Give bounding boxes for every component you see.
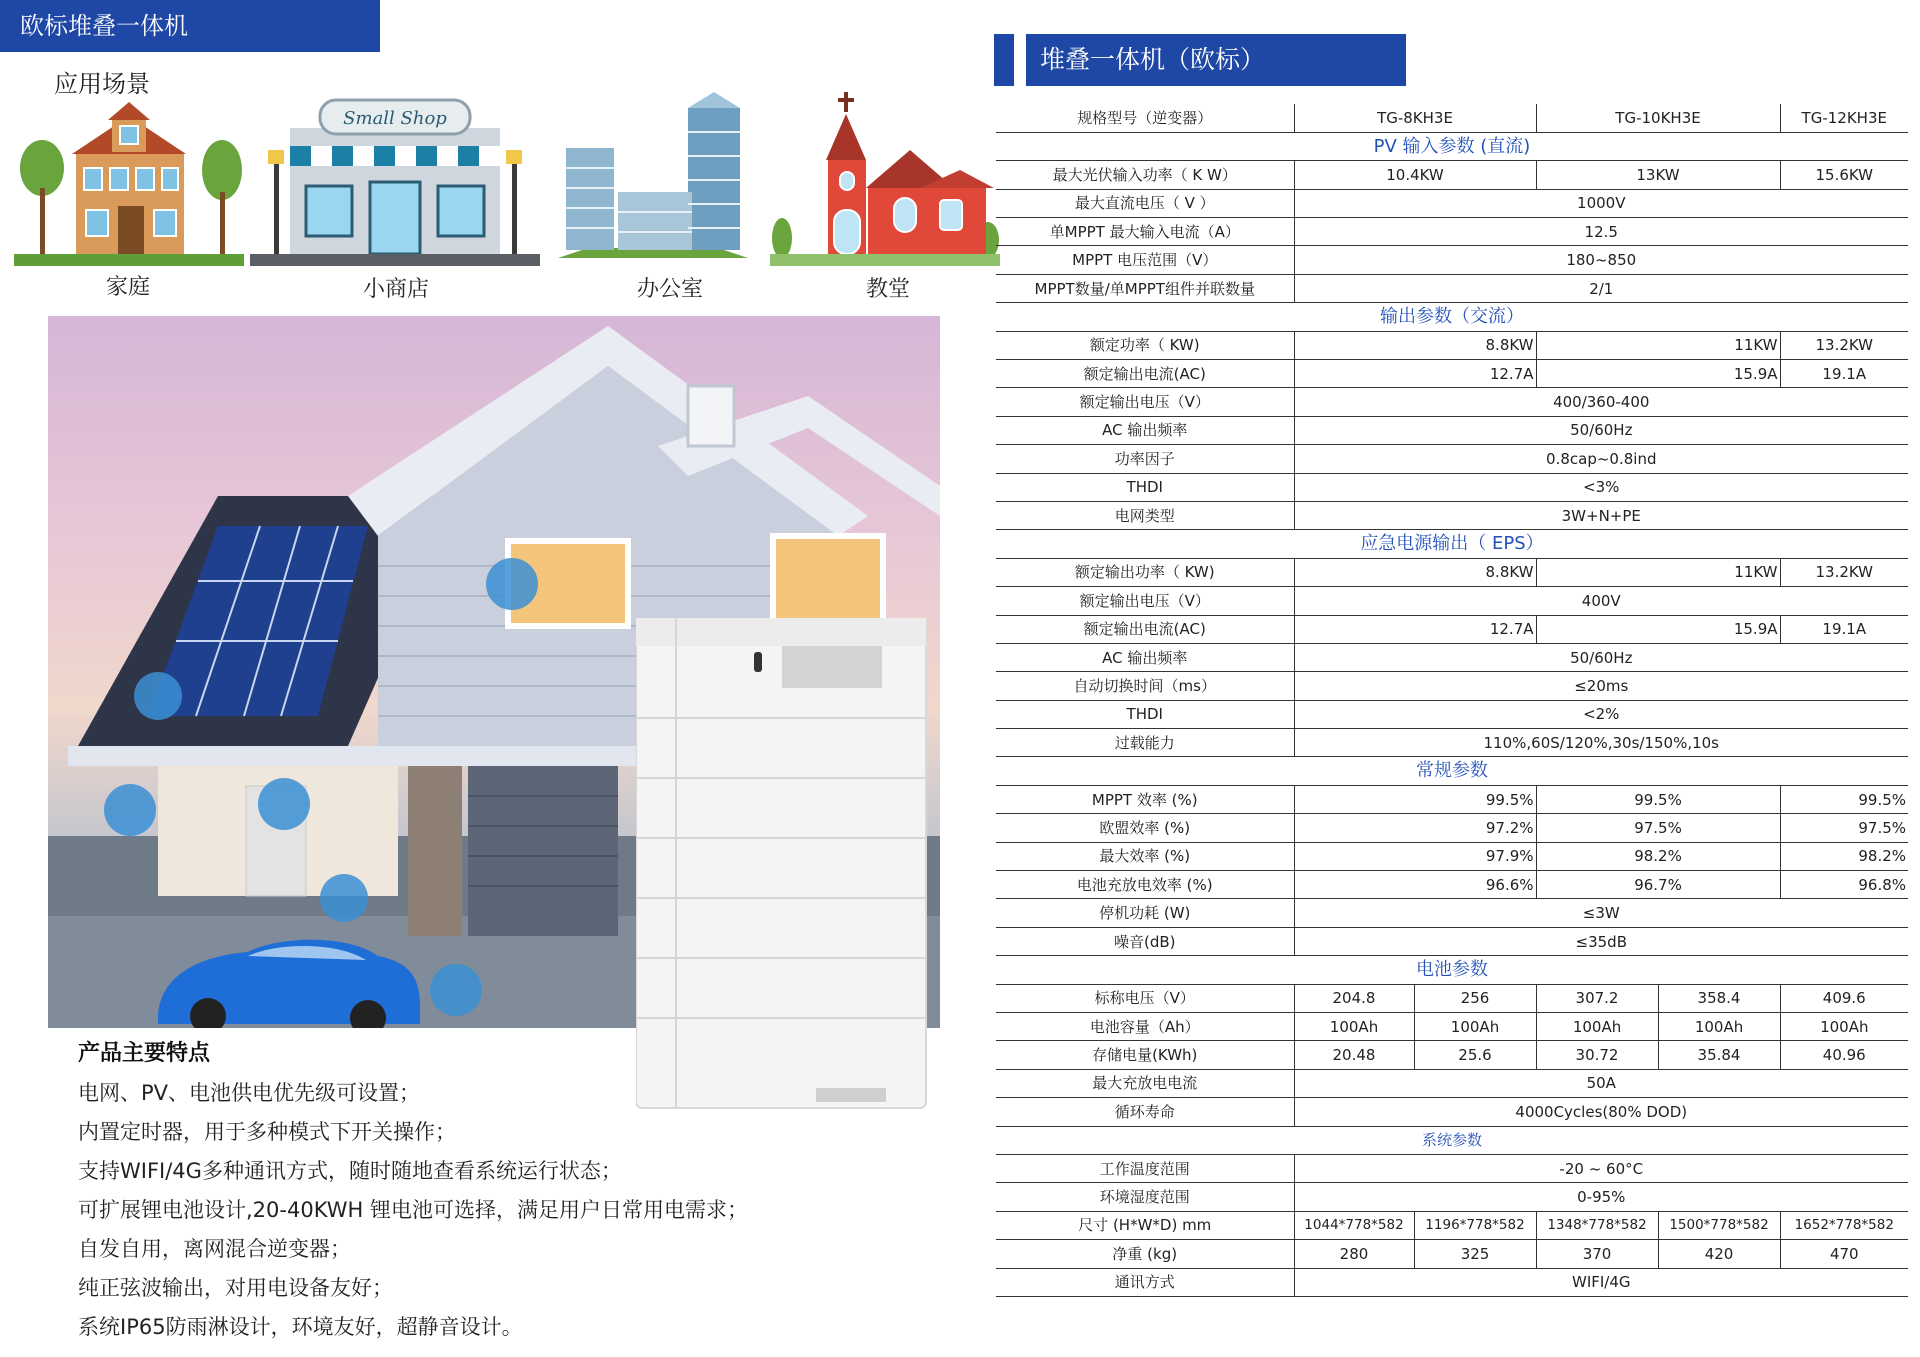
cell: 99.5% [1294, 785, 1536, 813]
model-cell: TG-8KH3E [1294, 104, 1536, 132]
row-label: MPPT数量/单MPPT组件并联数量 [996, 274, 1294, 302]
cell: 100Ah [1414, 1013, 1536, 1041]
scene-label-home: 家庭 [105, 275, 150, 300]
table-row [996, 1240, 1908, 1268]
cell: 470 [1780, 1240, 1908, 1268]
cell: 4000Cycles(80% DOD) [1294, 1098, 1908, 1126]
cell: WIFI/4G [1294, 1268, 1908, 1296]
table-row [996, 161, 1908, 189]
table-row [996, 927, 1908, 955]
cell: 99.5% [1536, 785, 1780, 813]
feature-item: 系统IP65防雨淋设计，环境友好，超静音设计。 [78, 1315, 523, 1339]
row-label: 存储电量(KWh) [996, 1041, 1294, 1069]
section-title-system: 系统参数 [996, 1126, 1908, 1154]
section-title-eps: 应急电源输出（ EPS） [996, 530, 1908, 558]
cell: 13.2KW [1780, 331, 1908, 359]
feature-item: 可扩展锂电池设计,20-40KWH 锂电池可选择，满足用户日常用电需求； [78, 1198, 748, 1222]
table-row [996, 1069, 1908, 1097]
cell: 10.4KW [1294, 161, 1536, 189]
row-label: 额定输出电压（V） [996, 388, 1294, 416]
table-row [996, 785, 1908, 813]
cell: 100Ah [1294, 1013, 1414, 1041]
row-label: 通讯方式 [996, 1268, 1294, 1296]
cell: 97.5% [1536, 814, 1780, 842]
cell: 99.5% [1780, 785, 1908, 813]
table-row [996, 1211, 1908, 1239]
cell: 19.1A [1780, 360, 1908, 388]
model-cell: TG-10KH3E [1536, 104, 1780, 132]
cell: 110%,60S/120%,30s/150%,10s [1294, 729, 1908, 757]
row-label: 单MPPT 最大输入电流（A） [996, 218, 1294, 246]
cell: 325 [1414, 1240, 1536, 1268]
table-row [996, 246, 1908, 274]
cell: 96.7% [1536, 871, 1780, 899]
cell: 180~850 [1294, 246, 1908, 274]
cell: 100Ah [1536, 1013, 1658, 1041]
table-row [996, 871, 1908, 899]
table-row [996, 218, 1908, 246]
features-title: 产品主要特点 [78, 1041, 211, 1066]
table-row [996, 189, 1908, 217]
cell: 13.2KW [1780, 558, 1908, 586]
cell: 400/360-400 [1294, 388, 1908, 416]
row-label: 工作温度范围 [996, 1154, 1294, 1182]
scene-label-shop: 小商店 [362, 277, 429, 302]
cell: 30.72 [1536, 1041, 1658, 1069]
cell: 1652*778*582 [1780, 1211, 1908, 1239]
row-label: 净重 (kg) [996, 1240, 1294, 1268]
cell: 307.2 [1536, 984, 1658, 1012]
cell: ≤20ms [1294, 672, 1908, 700]
cell: 98.2% [1536, 842, 1780, 870]
table-row [996, 331, 1908, 359]
row-label: 电池容量（Ah） [996, 1013, 1294, 1041]
row-label: 额定输出电流(AC) [996, 360, 1294, 388]
feature-item: 自发自用，离网混合逆变器； [78, 1237, 351, 1261]
cell: 96.6% [1294, 871, 1536, 899]
table-row [996, 558, 1908, 586]
model-cell: TG-12KH3E [1780, 104, 1908, 132]
cell: 40.96 [1780, 1041, 1908, 1069]
scenario-title: 应用场景 [54, 70, 150, 98]
row-label: 最大充放电电流 [996, 1069, 1294, 1097]
row-label: 欧盟效率 (%) [996, 814, 1294, 842]
cell: 19.1A [1780, 615, 1908, 643]
cell: 12.5 [1294, 218, 1908, 246]
row-label: 额定功率（ KW) [996, 331, 1294, 359]
table-row [996, 1268, 1908, 1296]
cell: <2% [1294, 700, 1908, 728]
cell: 1348*778*582 [1536, 1211, 1658, 1239]
row-label: MPPT 电压范围（V） [996, 246, 1294, 274]
cell: 11KW [1536, 331, 1780, 359]
model-label: 规格型号（逆变器） [996, 104, 1294, 132]
table-row [996, 587, 1908, 615]
cell: 409.6 [1780, 984, 1908, 1012]
cell: 1044*778*582 [1294, 1211, 1414, 1239]
table-row [996, 729, 1908, 757]
cell: 204.8 [1294, 984, 1414, 1012]
cell: 100Ah [1658, 1013, 1780, 1041]
row-label: 额定输出电流(AC) [996, 615, 1294, 643]
table-row [996, 1154, 1908, 1182]
row-label: 电池充放电效率 (%) [996, 871, 1294, 899]
table-row [996, 814, 1908, 842]
table-row [996, 672, 1908, 700]
scene-label-office: 办公室 [636, 277, 703, 302]
row-label: 额定输出功率（ KW) [996, 558, 1294, 586]
cell: 50/60Hz [1294, 643, 1908, 671]
cell: 370 [1536, 1240, 1658, 1268]
shop-sign: Small Shop [343, 108, 447, 129]
row-label: 噪音(dB) [996, 927, 1294, 955]
table-row [996, 1183, 1908, 1211]
table-row [996, 1041, 1908, 1069]
table-row [996, 501, 1908, 529]
spec-table [996, 104, 1908, 1297]
row-label: 停机功耗 (W) [996, 899, 1294, 927]
cell: 8.8KW [1294, 331, 1536, 359]
table-row [996, 615, 1908, 643]
table-row [996, 643, 1908, 671]
page-header-left: 欧标堆叠一体机 [0, 0, 380, 52]
cell: 1196*778*582 [1414, 1211, 1536, 1239]
features-list [78, 1074, 748, 1347]
row-label: 最大直流电压（ V ） [996, 189, 1294, 217]
cell: 256 [1414, 984, 1536, 1012]
cell: 12.7A [1294, 360, 1536, 388]
cell: 15.6KW [1780, 161, 1908, 189]
feature-item: 内置定时器，用于多种模式下开关操作； [78, 1120, 456, 1144]
table-row [996, 274, 1908, 302]
section-title-ac: 输出参数（交流） [996, 303, 1908, 331]
row-label: THDI [996, 473, 1294, 501]
cell: 0-95% [1294, 1183, 1908, 1211]
cell: 97.2% [1294, 814, 1536, 842]
cell: 3W+N+PE [1294, 501, 1908, 529]
cell: <3% [1294, 473, 1908, 501]
cell: 97.5% [1780, 814, 1908, 842]
cell: 98.2% [1780, 842, 1908, 870]
row-label: 额定输出电压（V） [996, 587, 1294, 615]
cell: 400V [1294, 587, 1908, 615]
office-icon [548, 88, 758, 266]
cell: 25.6 [1414, 1041, 1536, 1069]
cell: 358.4 [1658, 984, 1780, 1012]
table-row [996, 104, 1908, 132]
house-icon [14, 88, 244, 266]
row-label: 尺寸 (H*W*D) mm [996, 1211, 1294, 1239]
cell: 35.84 [1658, 1041, 1780, 1069]
row-label: MPPT 效率 (%) [996, 785, 1294, 813]
header-accent-bar [994, 34, 1014, 86]
feature-item: 纯正弦波输出，对用电设备友好； [78, 1276, 393, 1300]
church-icon [770, 88, 1000, 266]
row-label: 功率因子 [996, 445, 1294, 473]
row-label: AC 输出频率 [996, 416, 1294, 444]
row-label: 标称电压（V） [996, 984, 1294, 1012]
cell: 50A [1294, 1069, 1908, 1097]
cell: 2/1 [1294, 274, 1908, 302]
section-title-general: 常规参数 [996, 757, 1908, 785]
cell: 96.8% [1780, 871, 1908, 899]
row-label: THDI [996, 700, 1294, 728]
scene-label-church: 教堂 [865, 277, 910, 302]
table-row [996, 899, 1908, 927]
section-title-battery: 电池参数 [996, 956, 1908, 984]
cell: 280 [1294, 1240, 1414, 1268]
table-row [996, 360, 1908, 388]
table-row [996, 700, 1908, 728]
cell: ≤3W [1294, 899, 1908, 927]
row-label: 循环寿命 [996, 1098, 1294, 1126]
cell: 100Ah [1780, 1013, 1908, 1041]
table-row [996, 984, 1908, 1012]
cell: 420 [1658, 1240, 1780, 1268]
section-title-pv: PV 输入参数 (直流) [996, 132, 1908, 160]
cell: 20.48 [1294, 1041, 1414, 1069]
cell: 1500*778*582 [1658, 1211, 1780, 1239]
cell: 1000V [1294, 189, 1908, 217]
table-row [996, 1098, 1908, 1126]
shop-icon [250, 88, 540, 266]
table-row [996, 1013, 1908, 1041]
feature-item: 电网、PV、电池供电优先级可设置； [78, 1081, 421, 1105]
row-label: 自动切换时间（ms） [996, 672, 1294, 700]
table-row [996, 842, 1908, 870]
storage-tower-product [636, 618, 936, 1116]
table-row [996, 445, 1908, 473]
cell: 97.9% [1294, 842, 1536, 870]
row-label: 最大光伏输入功率（ K W） [996, 161, 1294, 189]
cell: 11KW [1536, 558, 1780, 586]
cell: 12.7A [1294, 615, 1536, 643]
feature-item: 支持WIFI/4G多种通讯方式，随时随地查看系统运行状态； [78, 1159, 622, 1183]
cell: 0.8cap~0.8ind [1294, 445, 1908, 473]
cell: -20 ~ 60°C [1294, 1154, 1908, 1182]
table-row [996, 416, 1908, 444]
cell: 15.9A [1536, 615, 1780, 643]
page-header-right: 堆叠一体机（欧标） [1026, 34, 1406, 86]
row-label: 过载能力 [996, 729, 1294, 757]
row-label: AC 输出频率 [996, 643, 1294, 671]
cell: ≤35dB [1294, 927, 1908, 955]
cell: 15.9A [1536, 360, 1780, 388]
row-label: 最大效率 (%) [996, 842, 1294, 870]
table-row [996, 473, 1908, 501]
table-row [996, 388, 1908, 416]
cell: 8.8KW [1294, 558, 1536, 586]
row-label: 电网类型 [996, 501, 1294, 529]
cell: 13KW [1536, 161, 1780, 189]
cell: 50/60Hz [1294, 416, 1908, 444]
row-label: 环境湿度范围 [996, 1183, 1294, 1211]
